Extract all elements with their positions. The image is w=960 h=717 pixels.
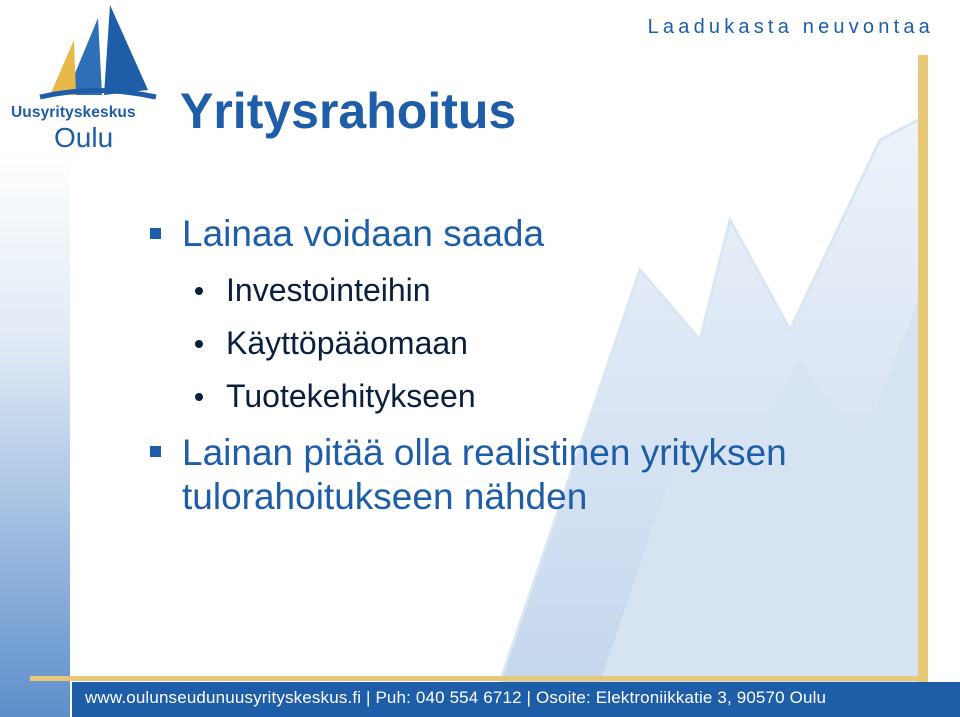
sub-bullet-item: Tuotekehitykseen [226,378,476,414]
bullet-item: Lainaa voidaan saada [182,213,545,254]
square-bullet-icon [150,228,161,239]
slide-title: Yritysrahoitus [180,83,517,139]
sub-bullet-item: Investointeihin [226,272,431,308]
dot-bullet-icon [195,340,203,348]
bullet-item: Lainan pitää olla realistinen yrityksen tulorahoitukseen nähden [182,432,787,517]
sub-bullet-item: Käyttöpääomaan [226,325,468,361]
square-bullet-icon [150,446,161,457]
tagline: Laadukasta neuvontaa [647,16,934,38]
footer-contact: www.oulunseudunuusyrityskeskus.fi | Puh: 040 554 6712 | Osoite: Elektroniikkatie 3, 90570 Oulu [85,688,827,707]
dot-bullet-icon [195,287,203,295]
logo-name: Uusyrityskeskus [11,104,136,121]
logo-city: Oulu [54,122,114,153]
dot-bullet-icon [195,393,203,401]
